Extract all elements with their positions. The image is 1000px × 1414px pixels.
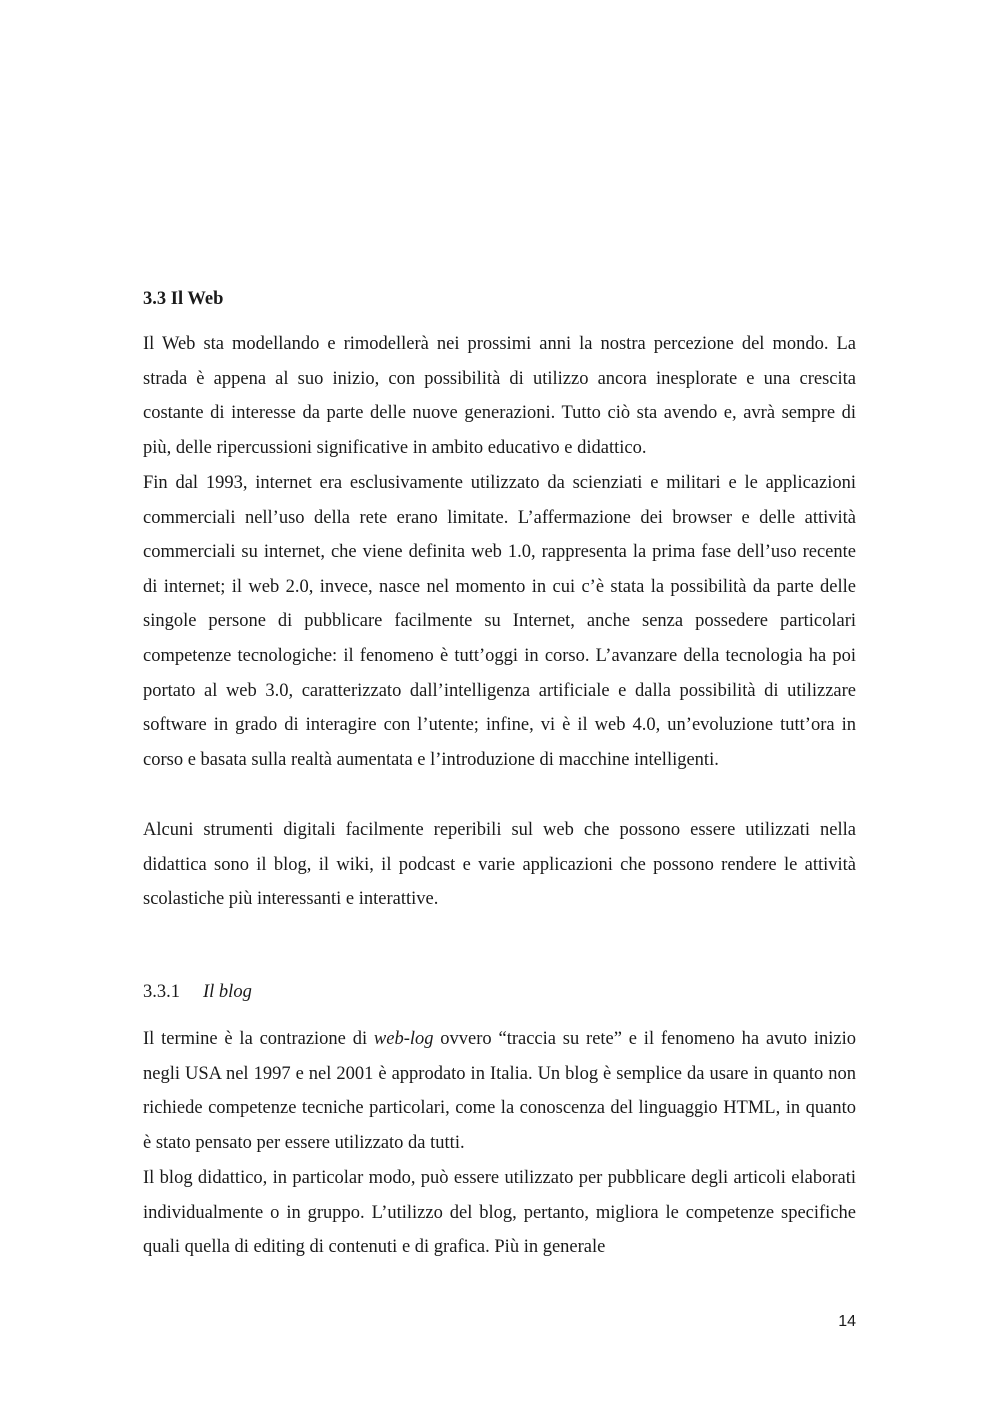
subsection-name: Il blog [203, 982, 252, 1002]
paragraph-text: Il blog didattico, in particolar modo, può essere utilizzato per pubblicare degli articoli elaborati individualmente o in gruppo. L’utilizzo del blog, pertanto, migliora le competenze specifiche quali quella di editing di contenuti e di grafica. Più in generale [143, 1168, 856, 1258]
paragraph-text: Il Web sta modellando e rimodellerà nei prossimi anni la nostra percezione del mondo. La strada è appena al suo inizio, con possibilità di utilizzo ancora inesplorate e una crescita costante di interesse da parte delle nuove generazioni. Tutto ciò sta avendo e, avrà sempre di più, delle ripercussioni significative in ambito educativo e didattico. [143, 334, 856, 458]
paragraph-digital-tools [143, 813, 856, 917]
subsection-heading [143, 975, 252, 1009]
paragraph-web-history [143, 466, 856, 777]
paragraph-text [143, 1022, 856, 1160]
paragraph-educational-blog [143, 1161, 856, 1265]
section-heading: 3.3 Il Web [143, 289, 224, 309]
text-segment: Il termine è la contrazione di [143, 1029, 374, 1049]
paragraph-web-intro [143, 327, 856, 465]
page-number: 14 [838, 1313, 856, 1330]
text-segment: ovvero “traccia su rete” e il fenomeno ha avuto inizio negli USA nel 1997 e nel 2001 è approdato in Italia. Un blog è semplice da usare in quanto non richiede competenze tecniche particolari, come la conoscenza del linguaggio HTML, in quanto è stato pensato per essere utilizzato da tutti. [143, 1029, 856, 1153]
italic-term: web-log [373, 1029, 434, 1049]
subsection-number: 3.3.1 [143, 982, 180, 1002]
paragraph-text: Fin dal 1993, internet era esclusivamente utilizzato da scienziati e militari e le applicazioni commerciali nell’uso della rete erano limitate. L’affermazione dei browser e delle attività commerciali su internet, che viene definita web 1.0, rappresenta la prima fase dell’uso recente di internet; il web 2.0, invece, nasce nel momento in cui c’è stata la possibilità da parte delle singole persone di pubblicare facilmente su Internet, anche senza possedere particolari competenze tecnologiche: il fenomeno è tutt’oggi in corso. L’avanzare della tecnologia ha poi portato al web 3.0, caratterizzato dall’intelligenza artificiale e dalla possibilità di utilizzare software in grado di interagire con l’utente; infine, vi è il web 4.0, un’evoluzione tutt’ora in corso e basata sulla realtà aumentata e l’introduzione di macchine intelligenti. [143, 473, 856, 770]
paragraph-blog-definition [143, 1022, 856, 1160]
paragraph-text: Alcuni strumenti digitali facilmente reperibili sul web che possono essere utilizzati nella didattica sono il blog, il wiki, il podcast e varie applicazioni che possono rendere le attività scolastiche più interessanti e interattive. [143, 820, 856, 910]
